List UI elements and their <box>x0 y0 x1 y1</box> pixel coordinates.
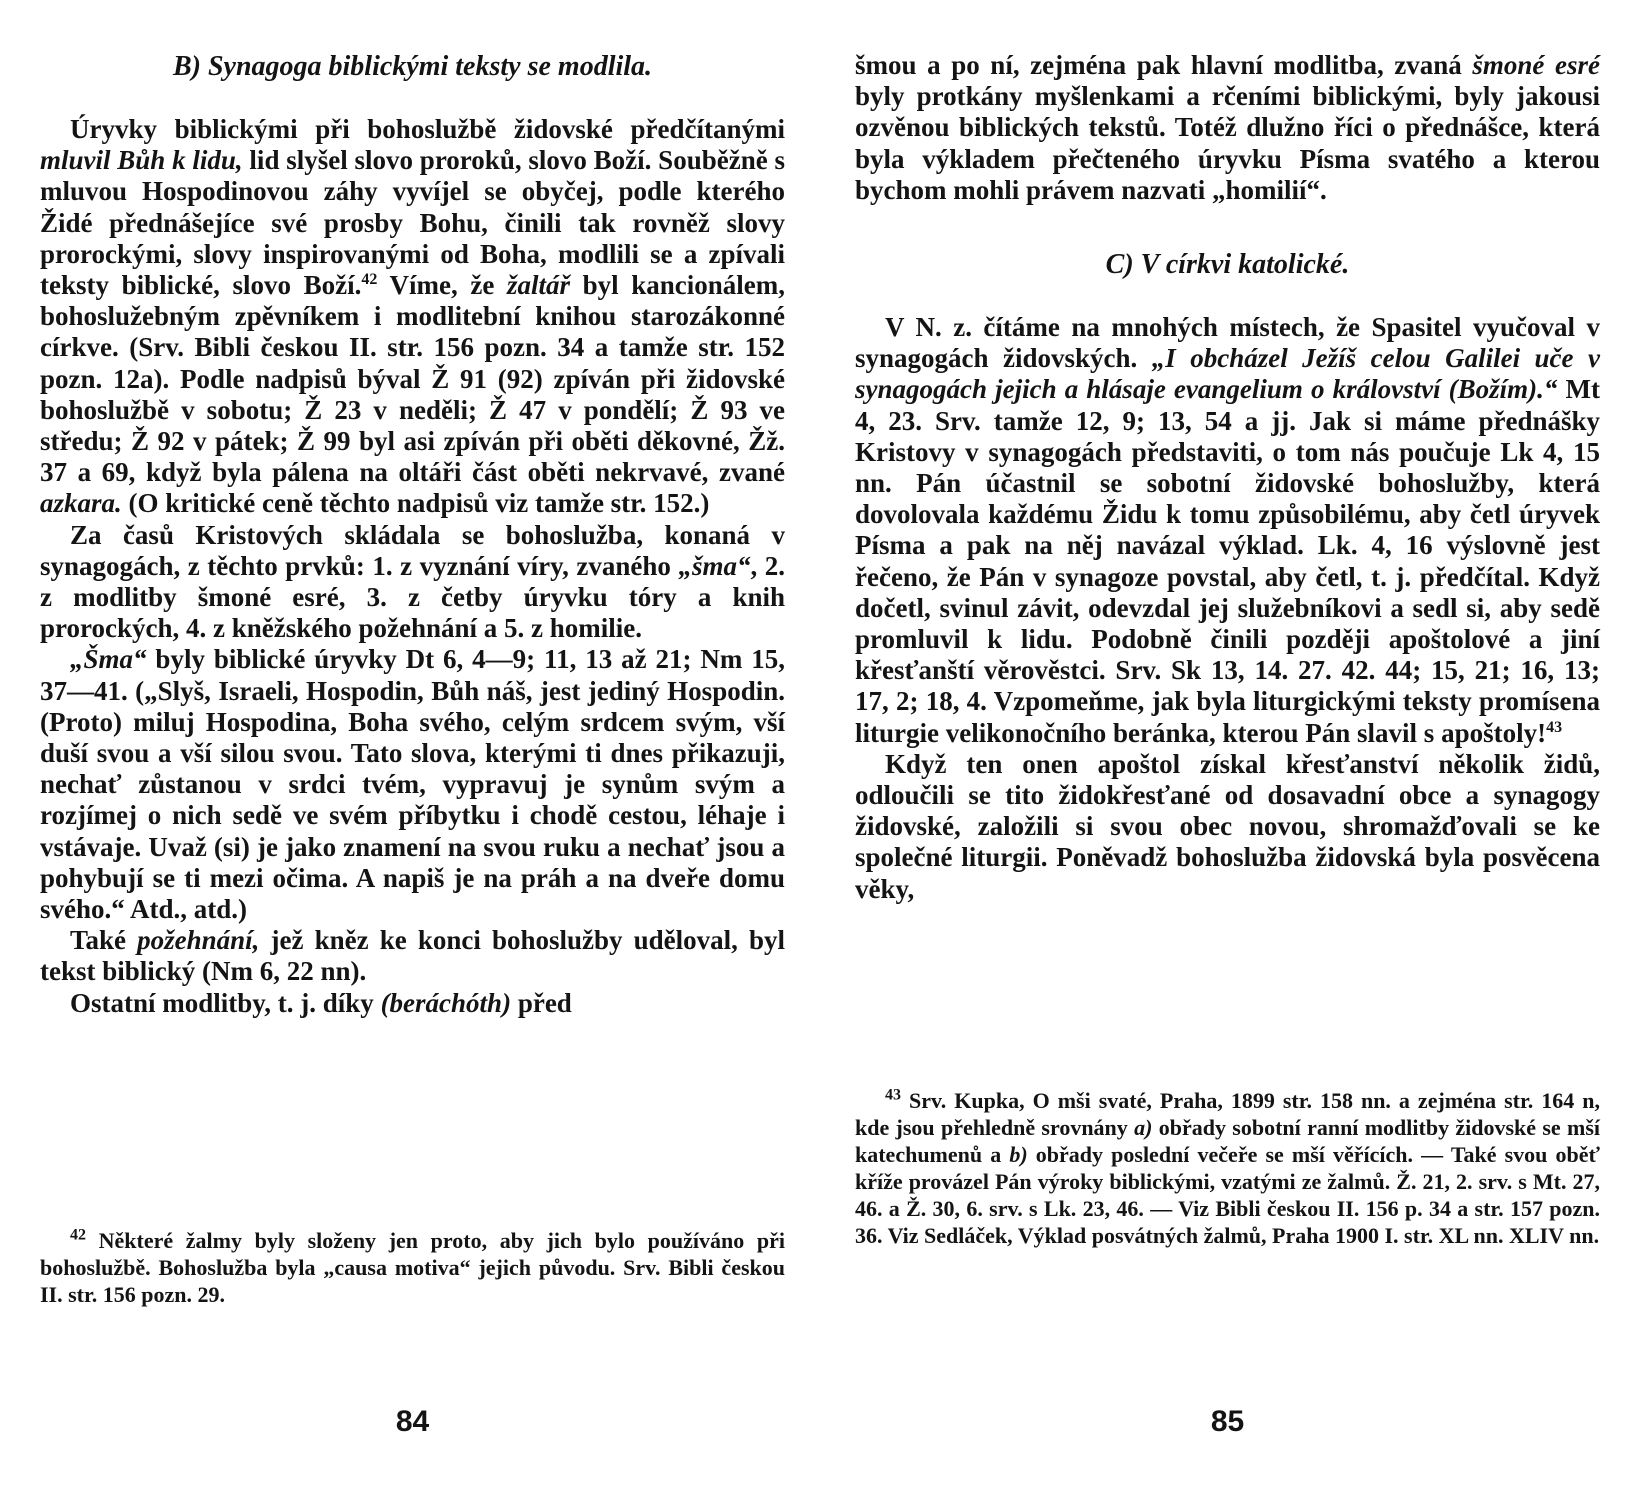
paragraph-5 <box>40 988 785 1019</box>
text-run: V N. z. čítáme na mnohých místech, že Spasitel vyučoval v synagogách židovských. <box>855 312 1600 374</box>
text-run: Za časů Kristových skládala se bohoslužba, konaná v synagogách, z těchto prvků: 1. z vyznání víry, zvaného <box>40 519 785 581</box>
text-run: lid slyšel slovo proroků, slovo Boží. Souběžně s mluvou Hospodinovou záhy vyvíjel se obyčej, podle kterého Židé přednášejíce své prosby Bohu, činili tak rovněž slovy prorockými, slovy inspirovanými od Boha, modlili se a zpívali teksty biblické, slovo Boží. <box>40 145 785 301</box>
paragraph-1 <box>40 114 785 520</box>
italic-run: (beráchóth) <box>380 987 512 1018</box>
text-run: byly biblické úryvky Dt 6, 4—9; 11, 13 až 21; Nm 15, 37—41. („Slyš, Israeli, Hospodin, Bůh náš, jest jediný Hospodin. (Proto) miluj Hospodina, Boha svého, celým srdcem svým, vší duší svou a vší silou svou. Tato slova, kterými ti dnes přikazuji, nechať zůstanou v srdci tvém, vypravuj je synům svým a rozjímej o nich sedě ve svém příbytku i chodě cestou, léhaje i vstávaje. Uvaž (si) je jako znamení na svou ruku a nechať jsou a pohybují se ti mezi očima. A napiš je na práh a na dveře domu svého.“ Atd., atd.) <box>40 644 785 925</box>
italic-run: a) <box>1134 1115 1153 1140</box>
text-run: byl kancionálem, bohoslužebným zpěvníkem i modlitební knihou starozákonné církve. (Srv. Bibli českou II. str. 156 pozn. 34 a tamže str. 152 pozn. 12a). Podle nadpisů býval Ž 91 (92) zpíván při židovské bohoslužbě v sobotu; Ž 23 v neděli; Ž 47 v pondělí; Ž 93 ve středu; Ž 92 v pátek; Ž 99 byl asi zpíván při oběti děkovné, Žž. 37 a 69, když byla pálena na oltáři část oběti nekrvavé, zvané <box>40 270 785 488</box>
paragraph-3 <box>40 644 785 925</box>
italic-run: mluvil Bůh k lidu, <box>40 145 243 176</box>
right-text-column <box>855 50 1600 905</box>
text-run: šmou a po ní, zejména pak hlavní modlitba, zvaná <box>855 50 1473 80</box>
text-run: Mt 4, 23. Srv. tamže 12, 9; 13, 54 a jj. Jak si máme přednášky Kristovy v synagogách představiti, o tom nás poučuje Lk 4, 15 nn. Pán účastnil se sobotní židovské bohoslužby, která dovolovala každému Židu k tomu způsobilému, aby četl úryvek Písma a pak na něj navázal výklad. Lk. 4, 16 výslovně jest řečeno, že Pán v synagoze povstal, aby četl, t. j. předčítal. Když dočetl, svinul závit, odevzdal jej služebníkovi a sedl si, aby sedě promluvil k lidu. Podobně činili později apoštolové a jiní křesťanští věrověstci. Srv. Sk 13, 14. 27. 42. 44; 15, 21; 16, 13; 17, 2; 18, 4. Vzpomeňme, jak byla liturgickými teksty promísena liturgie velikonočního beránka, kterou Pán slavil s apoštoly! <box>855 374 1600 748</box>
page-85 <box>855 0 1600 1500</box>
footnote-43 <box>855 1087 1600 1249</box>
text-run: Víme, že <box>377 270 507 301</box>
section-heading-b: B) Synagoga biblickými teksty se modlila. <box>172 51 653 82</box>
italic-run: požehnání, <box>137 925 260 956</box>
footnote-text: Některé žalmy byly složeny jen proto, aby jich bylo používáno při bohoslužbě. Bohoslužba byla „causa motiva“ jejich původu. Srv. Bibli českou II. str. 156 pozn. 29. <box>40 1228 785 1307</box>
italic-run: azkara. <box>40 488 122 519</box>
paragraph-4 <box>40 925 785 987</box>
italic-run: žaltář <box>506 270 570 301</box>
text-run: , 2. z modlitby šmoné esré, 3. z četby úryvku tóry a knih prorockých, 4. z kněžského požehnání a 5. z homilie. <box>40 550 786 644</box>
text-run: Také <box>70 925 138 956</box>
page-number-left: 84 <box>395 1405 430 1438</box>
text-run: před <box>511 987 572 1018</box>
left-text-column <box>40 0 785 1019</box>
italic-run: „I obcházel Ježíš celou Galilei uče v synagogách jejich a hlásaje evangelium o království (Božím).“ <box>855 343 1600 405</box>
text-run: jež kněz ke konci bohoslužby uděloval, byl tekst biblický (Nm 6, 22 nn). <box>40 925 785 987</box>
section-heading-c: C) V církvi katolické. <box>1105 249 1350 281</box>
text-run: Když ten onen apoštol získal křesťanství několik židů, odloučili se tito židokřesťané od dosavadní obce a synagogy židovské, založili si svou obec novou, shromažďovali se ke společné liturgii. Poněvadž bohoslužba židovská byla posvěcena věky, <box>855 748 1600 904</box>
italic-run: „Šma“ <box>70 644 147 675</box>
italic-run: b) <box>1009 1142 1028 1167</box>
footnote-ref-42: 42 <box>361 271 378 289</box>
page-84 <box>40 0 785 1500</box>
footnote-mark: 42 <box>70 1226 86 1244</box>
footnote-text: obřady sobotní ranní modlitby židovské se mší katechumenů a <box>855 1115 1600 1167</box>
footnote-mark: 43 <box>885 1086 901 1104</box>
paragraph-2 <box>855 749 1600 905</box>
paragraph-continued <box>855 50 1600 206</box>
footnote-text: Srv. Kupka, O mši svaté, Praha, 1899 str. 158 nn. a zejména str. 164 n, kde jsou přehledně srovnány <box>855 1088 1600 1140</box>
page-number-right: 85 <box>1210 1405 1245 1438</box>
text-run: byly protkány myšlenkami a rčeními biblickými, byly jakousi ozvěnou biblických tekstů. Totéž dlužno říci o přednášce, která byla výkladem přečteného úryvku Písma svatého a kterou bychom mohli právem nazvati „homilií“. <box>855 81 1600 205</box>
text-run: Ostatní modlitby, t. j. díky <box>70 987 381 1018</box>
footnote-42 <box>40 1227 785 1308</box>
text-run: (O kritické ceně těchto nadpisů viz tamže str. 152.) <box>121 488 710 519</box>
footnote-text: obřady poslední večeře se mší věřících. — Také svou oběť kříže provázel Pán výroky biblickými, vzatými ze žalmů. Ž. 21, 2. srv. s Mt. 27, 46. a Ž. 30, 6. srv. s Lk. 23, 46. — Viz Bibli českou II. 156 p. 34 a str. 157 pozn. 36. Viz Sedláček, Výklad posvátných žalmů, Praha 1900 I. str. XL nn. XLIV nn. <box>855 1142 1600 1248</box>
italic-run: „šma“ <box>678 550 751 581</box>
paragraph-2 <box>40 520 785 645</box>
italic-run: šmoné esré <box>1472 50 1600 80</box>
text-run: Úryvky biblickými při bohoslužbě židovské předčítanými <box>70 114 785 144</box>
footnote-ref-43: 43 <box>1546 718 1563 736</box>
paragraph-1 <box>855 312 1600 749</box>
